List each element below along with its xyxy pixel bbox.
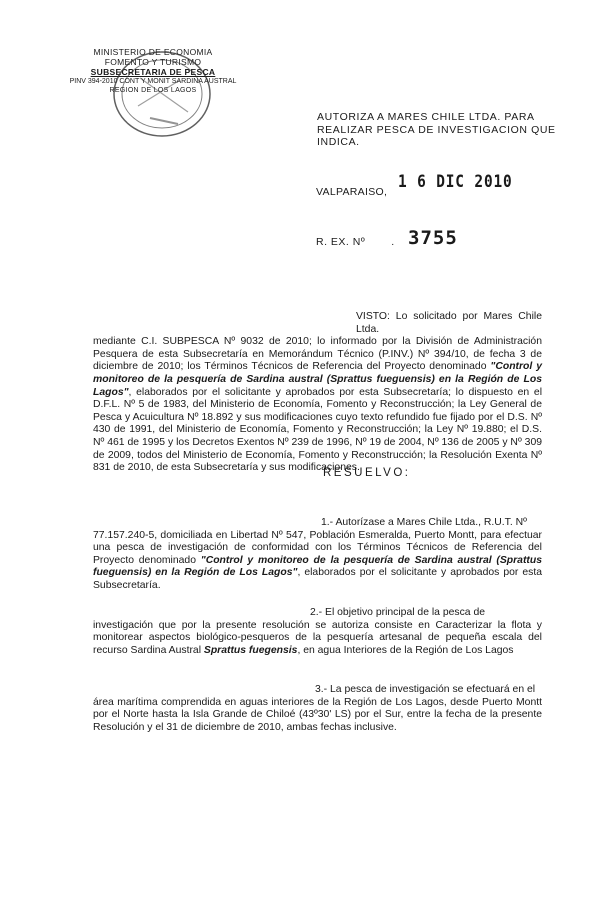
article-3-lead: 3.- La pesca de investigación se efectuará en el (315, 684, 536, 695)
article-2: 2.- El objetivo principal de la pesca de investigación que por la presente resolución se autoriza consiste en Caracterizar la flota y monitorear aspectos biológico-pesqueros de la pesquería artesanal de pequeña escala del recurso Sardina Austral Sprattus fuegensis, en agua Interiores de la Región de Los Lagos (93, 607, 542, 656)
project-name: "Control y monitoreo de la pesquería de Sardina austral (Sprattus fueguensis) en la Región de Los Lagos" (93, 554, 542, 579)
species-name: Sprattus fuegensis (203, 644, 298, 656)
resolution-number-label: R. EX. Nº . (316, 236, 395, 248)
resolution-number: 3755 (408, 227, 458, 249)
visto-paragraph: VISTO: Lo solicitado por Mares Chile Ltda. mediante C.I. SUBPESCA Nº 9032 de 2010; lo informado por la División de Administración Pesquera de esta Subsecretaría en Memorándum Técnico (P.INV.) Nº 394/10, de fecha 3 de diciembre de 2010; los Términos Técnicos de Referencia del Proyecto denominado "Control y monitoreo de la pesquería de Sardina austral (Sprattus fueguensis) en la Región de Los Lagos", elaborados por el solicitante y aprobados por esta Subsecretaría; lo dispuesto en el D.F.L. Nº 5 de 1983, del Ministerio de Economía, Fomento y Reconstrucción; la Ley General de Pesca y Acuicultura Nº 18.892 y sus modificaciones cuyo texto refundido fue fijado por el D.S. Nº 430 de 1991, del Ministerio de Economía, Fomento y Reconstrucción; la Ley Nº 19.880; el D.S. Nº 461 de 1995 y los Decretos Exentos Nº 239 de 1996, Nº 19 de 2004, Nº 136 de 2005 y Nº 309 de 2009, todos del Ministerio de Economía, Fomento y Reconstrucción; la Resolución Exenta Nº 831 de 2010, de esta Subsecretaría y sus modificaciones. (93, 311, 542, 474)
date-stamp: 1 6 DIC 2010 (398, 172, 513, 192)
header-reference: PINV 394-2010 CONT Y MONIT SARDINA AUSTRAL (69, 78, 237, 85)
visto-lead: VISTO: Lo solicitado por Mares Chile Ltda. (356, 311, 542, 335)
resuelvo-heading: RESUELVO: (323, 467, 411, 479)
article-3: 3.- La pesca de investigación se efectuará en el área marítima comprendida en aguas interiores de la Región de Los Lagos, desde Puerto Montt por el Norte hasta la Isla Grande de Chiloé (43º30' LS) por el Sur, entre la fecha de la presente Resolución y el 31 de diciembre de 2010, ambas fechas inclusive. (93, 684, 542, 733)
place-label: VALPARAISO, (316, 186, 388, 198)
article-1-lead: 1.- Autorízase a Mares Chile Ltda., R.U.T. Nº (321, 517, 527, 528)
header-subsecretaria: SUBSECRETARIA DE PESCA (90, 67, 216, 77)
header-region: REGION DE LOS LAGOS (109, 87, 197, 94)
article-1: 1.- Autorízase a Mares Chile Ltda., R.U.T. Nº 77.157.240-5, domiciliada en Libertad Nº 547, Población Esmeralda, Puerto Montt, para efectuar una pesca de investigación de conformidad con los Términos Técnicos de Referencia del Proyecto denominado "Control y monitoreo de la pesquería de Sardina austral (Sprattus fueguensis) en la Región de Los Lagos", elaborados por el solicitante y aprobados por esta Subsecretaría. (93, 517, 542, 591)
resolution-subject: AUTORIZA A MARES CHILE LTDA. PARA REALIZAR PESCA DE INVESTIGACION QUE INDICA. (317, 111, 556, 148)
official-seal-stamp (110, 48, 215, 140)
article-2-lead: 2.- El objetivo principal de la pesca de (310, 607, 486, 618)
project-name: "Control y monitoreo de la pesquería de Sardina austral (Sprattus fueguensis) en la Región de Los Lagos" (93, 361, 542, 398)
header-fomento: FOMENTO Y TURISMO (104, 57, 202, 67)
header-ministry: MINISTERIO DE ECONOMIA (93, 47, 213, 57)
